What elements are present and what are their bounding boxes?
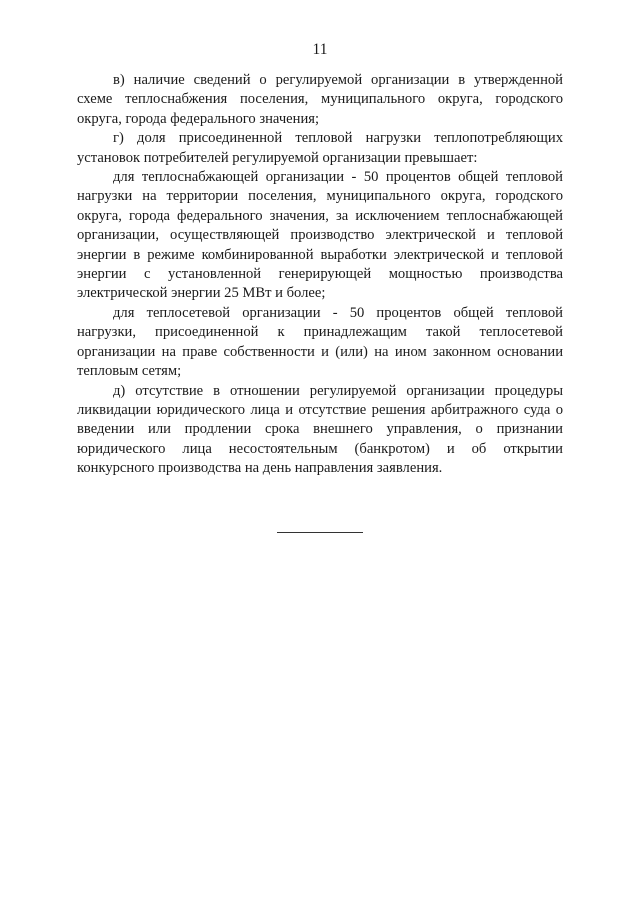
end-of-text-rule [277,532,363,533]
paragraph-heat-supply: для теплоснабжающей организации - 50 процентов общей тепловой нагрузки на территории поселения, муниципального округа, городского округа, города федерального значения, за исключением теплоснабжающей организации, осуществляющей производство электрической и тепловой энергии в режиме комбинированной выработки электрической и тепловой энергии с установленной генерирующей мощностью производства электрической энергии 25 МВт и более; [77,169,563,302]
paragraph-v: в) наличие сведений о регулируемой организации в утвержденной схеме теплоснабжения поселения, муниципального округа, городского округа, города федерального значения; [77,72,563,127]
paragraph-d: д) отсутствие в отношении регулируемой организации процедуры ликвидации юридического лица и отсутствие решения арбитражного суда о введении или продлении срока внешнего управления, о признании юридического лица несостоятельным (банкротом) и об открытии конкурсного производства на день направления заявления. [77,382,563,477]
paragraph-g: г) доля присоединенной тепловой нагрузки теплопотребляющих установок потребителей регулируемой организации превышает: [77,130,563,166]
document-body [77,71,563,479]
page-number: 11 [312,41,328,58]
paragraph-heat-network: для теплосетевой организации - 50 процентов общей тепловой нагрузки, присоединенной к принадлежащим такой теплосетевой организации на праве собственности и (или) на ином законном основании тепловым сетям; [77,304,563,380]
